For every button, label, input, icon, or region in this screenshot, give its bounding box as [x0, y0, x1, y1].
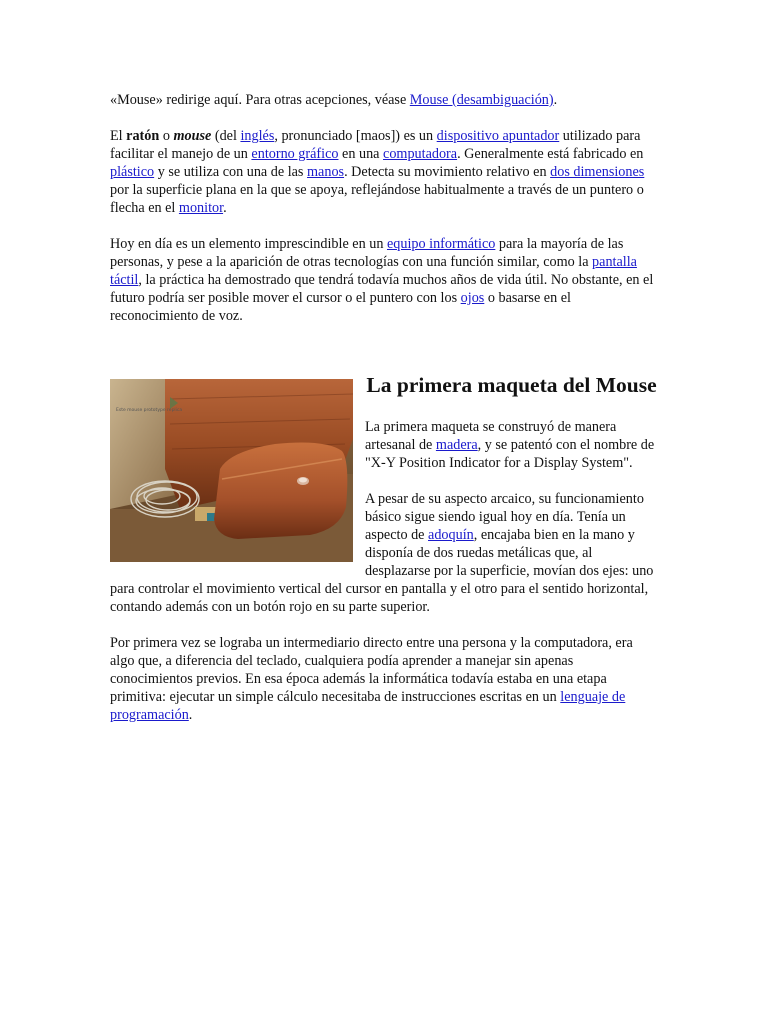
- section-text: , y se patentó con el nombre de "X-Y Position Indicator for a Display System".: [365, 437, 655, 471]
- link-manos[interactable]: manos: [307, 164, 345, 180]
- term-raton: ratón: [126, 128, 160, 144]
- section-text: Por primera vez se lograba un intermediario directo entre una persona y la computadora, era algo que, a diferencia del teclado, cualquiera podía aprender a manejar sin apenas conocimientos previos. En esa época además la informática todavía estaba en una etapa primitiva: ejecutar un simple cálculo necesitaba de instrucciones escritas en un: [110, 635, 633, 705]
- section-text: La primera maqueta se construyó de manera artesanal de: [365, 419, 617, 453]
- term-mouse: mouse: [173, 128, 212, 144]
- para2-text: Hoy en día es un elemento imprescindible en un: [110, 236, 387, 252]
- mouse-prototype-image: [110, 379, 353, 562]
- second-paragraph: [110, 235, 658, 325]
- intro-text: por la superficie plana en la que se apoya, reflejándose habitualmente a través de un puntero o flecha en el: [110, 182, 644, 216]
- intro-text: . Detecta su movimiento relativo en: [344, 164, 551, 180]
- intro-text: o: [159, 128, 174, 144]
- intro-text: El: [110, 128, 127, 144]
- hatnote-text: «Mouse» redirige aquí. Para otras acepciones, véase: [110, 92, 410, 108]
- intro-text: en una: [338, 146, 384, 162]
- section-heading: La primera maqueta del Mouse: [366, 373, 657, 397]
- section-text: .: [188, 707, 193, 723]
- intro-text: (del: [211, 128, 241, 144]
- article-body: [110, 91, 658, 742]
- intro-text: y se utiliza con una de las: [154, 164, 308, 180]
- link-ojos[interactable]: ojos: [460, 290, 485, 306]
- intro-paragraph: [110, 127, 658, 217]
- section-text: A pesar de su aspecto arcaico, su funcionamiento básico sigue siendo igual hoy en día. Tenía un aspecto de: [365, 491, 644, 543]
- link-monitor[interactable]: monitor: [178, 200, 224, 216]
- hatnote-period: .: [553, 92, 558, 108]
- section-paragraph-3: [110, 634, 658, 724]
- link-pantalla-tactil[interactable]: pantalla táctil: [110, 254, 637, 288]
- intro-text: . Generalmente está fabricado en: [457, 146, 644, 162]
- intro-text: .: [223, 200, 227, 216]
- link-dispositivo-apuntador[interactable]: dispositivo apuntador: [436, 128, 560, 144]
- link-plastico[interactable]: plástico: [110, 164, 155, 180]
- link-madera[interactable]: madera: [435, 437, 478, 453]
- link-dos-dimensiones[interactable]: dos dimensiones: [550, 164, 645, 180]
- link-equipo-informatico[interactable]: equipo informático: [386, 236, 496, 252]
- link-entorno-grafico[interactable]: entorno gráfico: [251, 146, 339, 162]
- link-mouse-desambiguacion[interactable]: Mouse (desambiguación): [409, 92, 554, 108]
- link-lenguaje-de-programacion[interactable]: lenguaje de programación: [110, 689, 626, 723]
- intro-text: , pronunciado [maos]) es un: [274, 128, 437, 144]
- link-adoquin[interactable]: adoquín: [428, 527, 474, 543]
- link-ingles[interactable]: inglés: [240, 128, 275, 144]
- para2-text: para la mayoría de las personas, y pese a la aparición de otras tecnologías con una función similar, como la: [110, 236, 624, 270]
- photo-card-text: Este mouse prototype replica: [116, 408, 183, 413]
- para2-text: , la práctica ha demostrado que tendrá todavía muchos años de vida útil. No obstante, en el futuro podría ser posible mover el cursor o el puntero con los: [110, 272, 654, 306]
- section-text: , encajaba bien en la mano y disponía de dos ruedas metálicas que, al desplazarse por la superficie, movían dos ejes: uno para controlar el movimiento vertical del cursor en pantalla y el otro para el sentido horizontal, contando además con un botón rojo en su parte superior.: [110, 527, 654, 615]
- section-primera-maqueta: [110, 372, 658, 724]
- hatnote: [110, 91, 658, 109]
- link-computadora[interactable]: computadora: [383, 146, 458, 162]
- para2-text: o basarse en el reconocimiento de voz.: [110, 290, 571, 324]
- intro-text: utilizado para facilitar el manejo de un: [110, 128, 641, 162]
- mouse-prototype-photo: [110, 379, 353, 562]
